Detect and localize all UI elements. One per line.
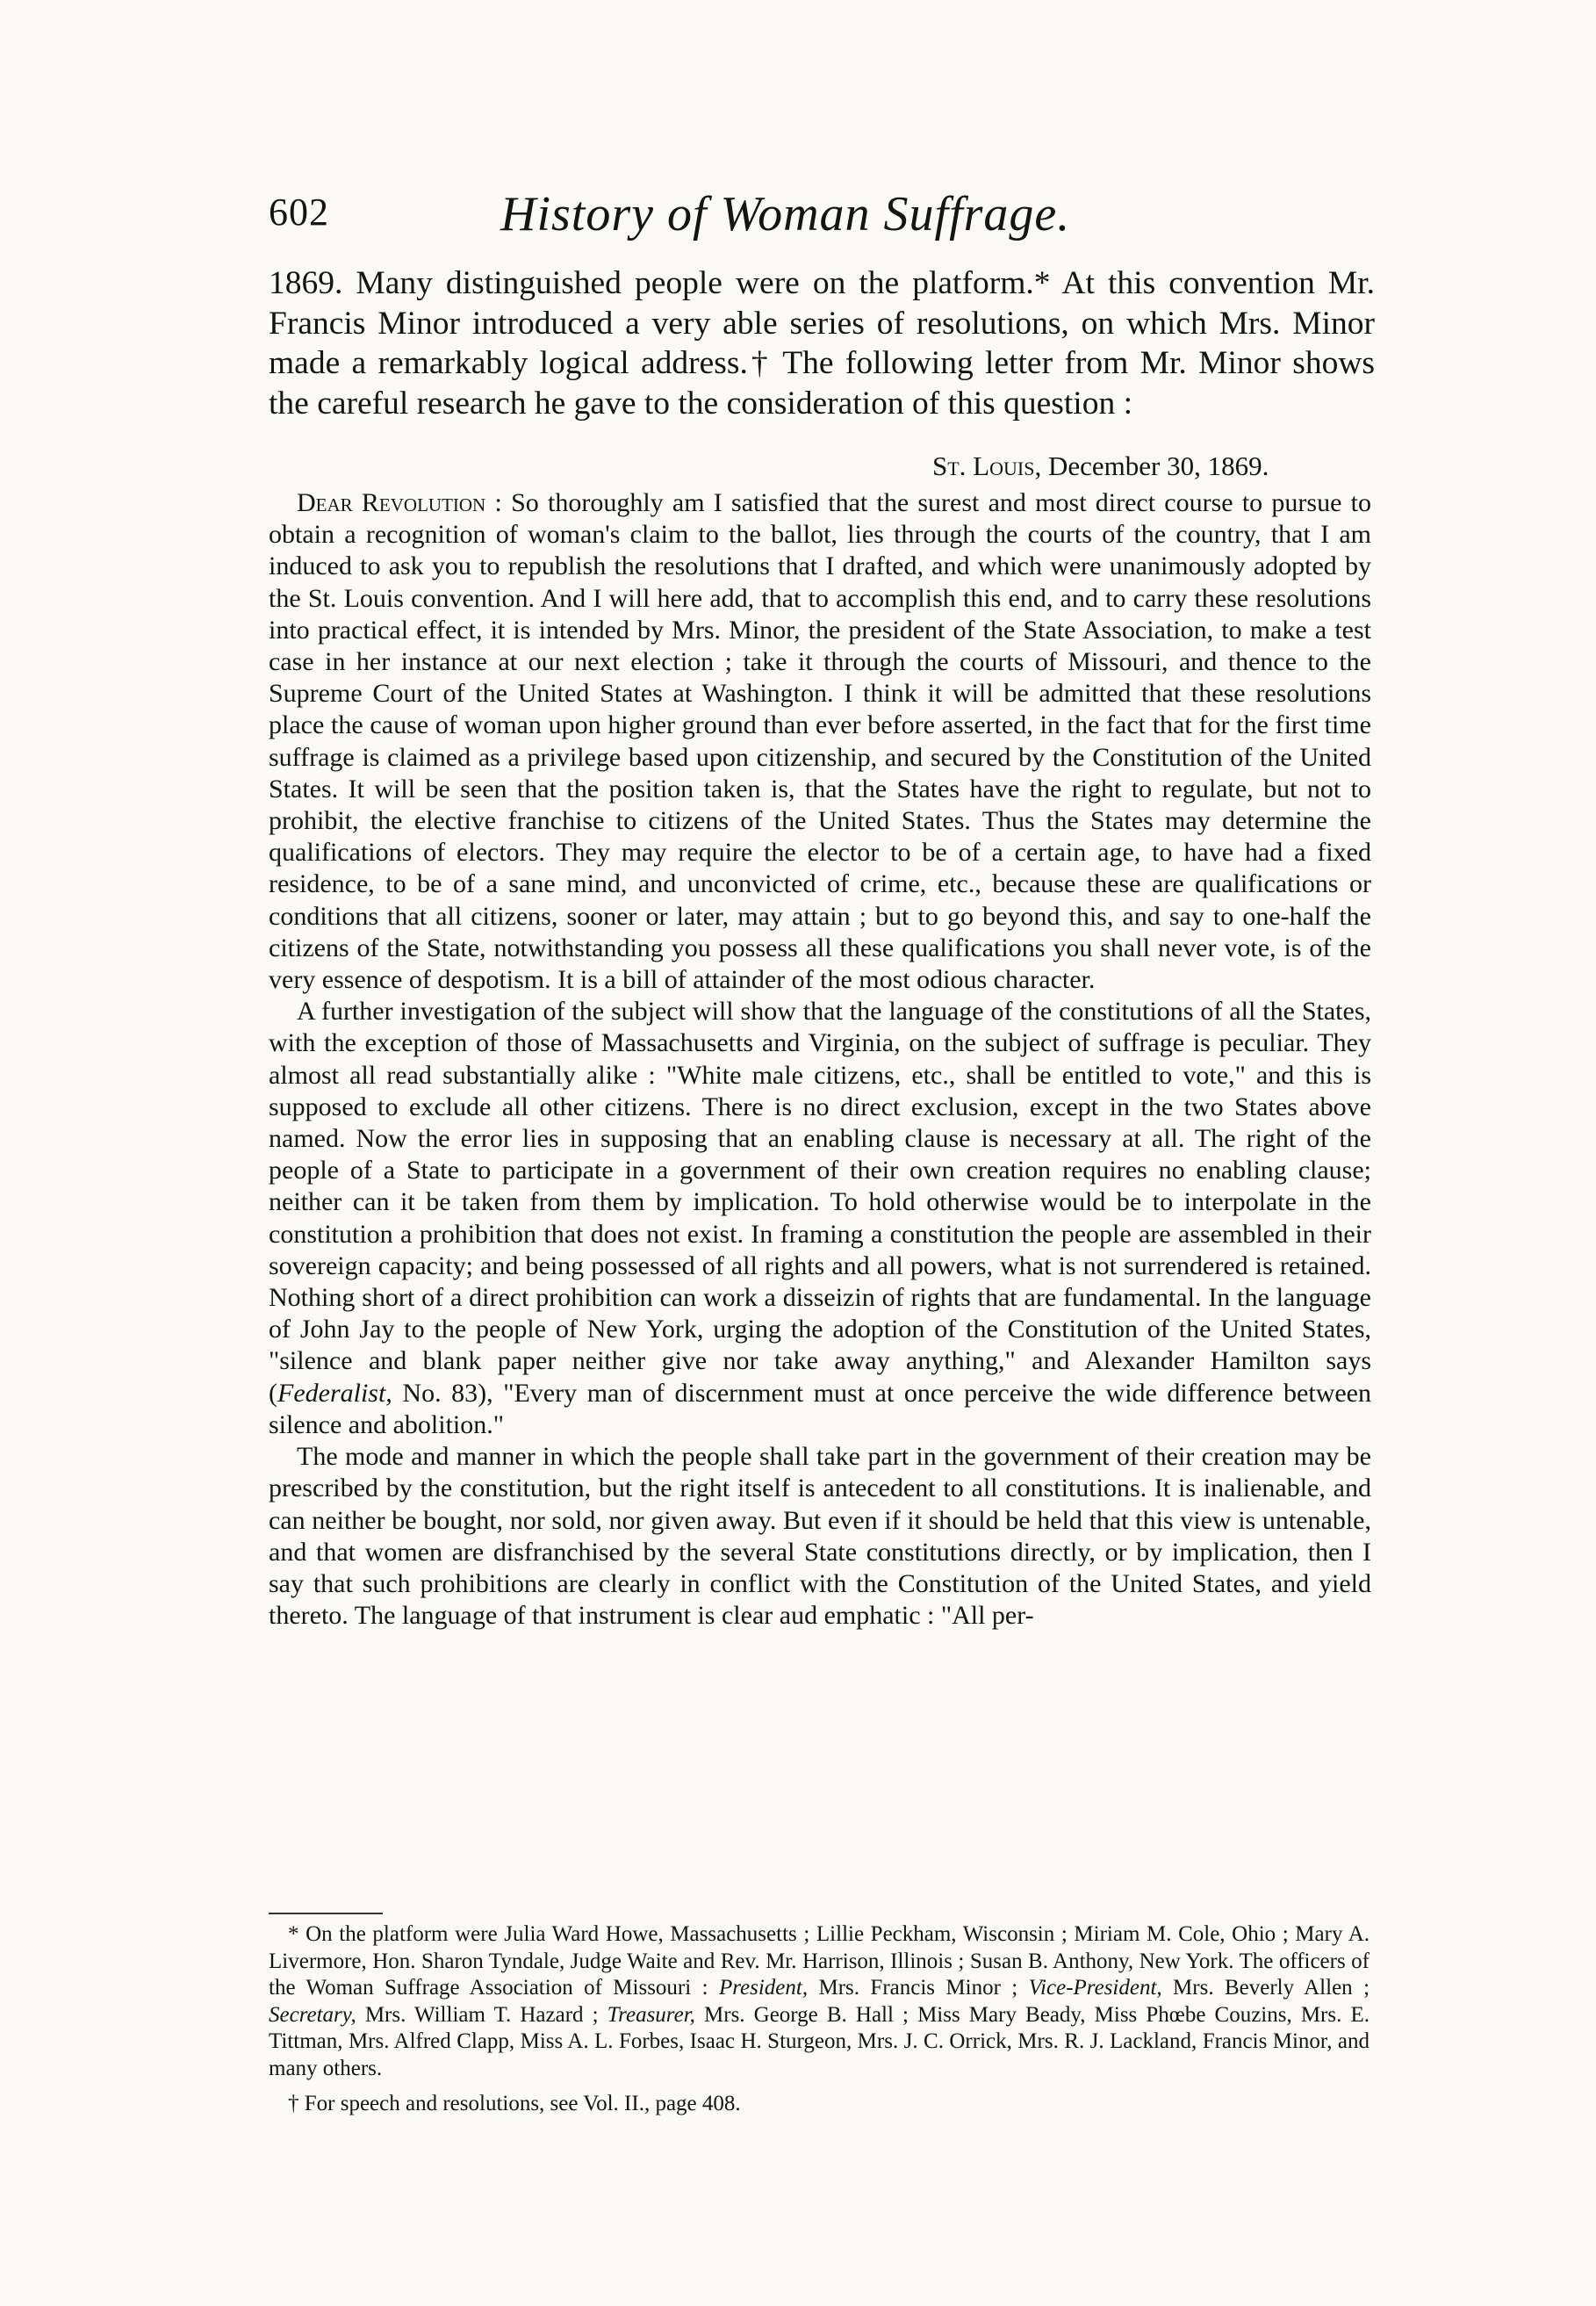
letter-dateline [932,450,1269,482]
footnotes [269,1921,1370,2118]
federalist-citation: Federalist, [277,1378,392,1408]
footnote-1 [269,1921,1370,2082]
footnote-1-office: Treasurer, [607,2002,695,2027]
page-number: 602 [269,191,329,234]
letter-body [269,487,1371,1632]
letter-paragraph-2 [269,996,1371,1441]
letter-paragraph-3: The mode and manner in which the people shall take part in the government of their creation may be prescribed by the constitution, but the right itself is antecedent to all constitutions. It is inalienable, and can neither be bought, nor sold, nor given away. But even if it should be held that this view is untenable, and that women are disfranchised by the several State constitutions directly, or by implication, then I say that such prohibitions are clearly in conflict with the Constitution of the United States, and yield thereto. The language of that instrument is clear aud emphatic : "All per- [269,1442,1371,1631]
page-header [269,186,1392,248]
dateline-place: St. Louis, [932,450,1042,481]
letter-paragraph-1 [269,487,1371,996]
dateline-date: December 30, 1869. [1047,450,1269,481]
letter-paragraph-1-text: So thoroughly am I satisfied that the surest and most direct course to pursue to obtain a recognition of woman's claim to the ballot, lies through the courts of the country, that I am induced to ask you to republish the resolutions that I drafted, and which were unanimously adopted by the St. Louis convention. And I will here add, that to accomplish this end, and to carry these resolutions into practical effect, it is intended by Mrs. Minor, the president of the State Association, to make a test case in her instance at our next election ; take it through the courts of Missouri, and thence to the Supreme Court of the United States at Washington. I think it will be admitted that these resolutions place the cause of woman upon higher ground than ever before asserted, in the fact that for the first time suffrage is claimed as a privilege based upon citizenship, and secured by the Constitution of the United States. It will be seen that the position taken is, that the States have the right to regulate, but not to prohibit, the elective franchise to citizens of the United States. Thus the States may determine the qualifications of electors. They may require the elector to be of a certain age, to have had a fixed residence, to be of a sane mind, and unconvicted of crime, etc., because these are qualifications or conditions that all citizens, sooner or later, may attain ; but to go beyond this, and say to one-half the citizens of the State, notwithstanding you possess all these qualifications you shall never vote, is of the very essence of despotism. It is a bill of attainder of the most odious character. [269,488,1371,995]
letter-paragraph-2-end: No. 83), "Every man of discernment must at once perceive the wide difference between silence and abolition." [269,1378,1371,1439]
letter-salutation: Dear Revolution : [297,488,502,517]
footnote-1-part: Mrs. Francis Minor ; [808,1976,1029,2000]
footnote-1-office: Vice-President, [1028,1976,1162,2000]
footnote-2: † For speech and resolutions, see Vol. II., page 408. [288,2092,741,2115]
footnote-1-part: Mrs. Beverly Allen ; [1161,1976,1370,2000]
intro-text: 1869. Many distinguished people were on the platform.* At this convention Mr. Francis Minor introduced a very able series of resolutions, on which Mrs. Minor made a remarkably logical address.† The following letter from Mr. Minor shows the careful research he gave to the consideration of this question : [269,265,1375,422]
footnote-1-office: President, [718,1976,809,2000]
footnote-1-part: Mrs. William T. Hazard ; [356,2002,607,2027]
running-title: History of Woman Suffrage. [500,187,1071,241]
footnote-divider [269,1913,383,1914]
footnote-1-part: Mrs. George B. Hall ; Miss Mary Beady, Miss Phœbe Couzins, Mrs. E. Tittman, Mrs. Alfred Clapp, Miss A. L. Forbes, Isaac H. Sturgeon, Mrs. J. C. Orrick, Mrs. R. J. Lackland, Francis Minor, and many others. [269,2002,1370,2080]
footnote-1-part: * On the platform were Julia Ward Howe, Massachusetts ; Lillie Peckham, Wisconsin ; Miriam M. Cole, Ohio ; Mary A. Livermore, Hon. Sharon Tyndale, Judge Waite and Rev. Mr. Harrison, Illinois ; Susan B. Anthony, New York. The officers of the Woman Suffrage Association of Missouri : [269,1922,1370,2000]
letter-paragraph-2-start: A further investigation of the subject will show that the language of the constitutions of all the States, with the exception of those of Massachusetts and Virginia, on the subject of suffrage is peculiar. They almost all read substantially alike : "White male citizens, etc., shall be entitled to vote," and this is supposed to exclude all other citizens. There is no direct exclusion, except in the two States above named. Now the error lies in supposing that an enabling clause is necessary at all. The right of the people of a State to participate in a government of their own creation requires no enabling clause; neither can it be taken from them by implication. To hold otherwise would be to interpolate in the constitution a prohibition that does not exist. In framing a constitution the people are assembled in their sovereign capacity; and being possessed of all rights and all powers, what is not surrendered is retained. Nothing short of a direct prohibition can work a disseizin of rights that are fundamental. In the language of John Jay to the people of New York, urging the adoption of the Constitution of the United States, "silence and blank paper neither give nor take away anything," and Alexander Hamilton says ( [269,997,1371,1408]
footnote-1-office: Secretary, [269,2002,356,2027]
intro-paragraph [269,263,1375,423]
